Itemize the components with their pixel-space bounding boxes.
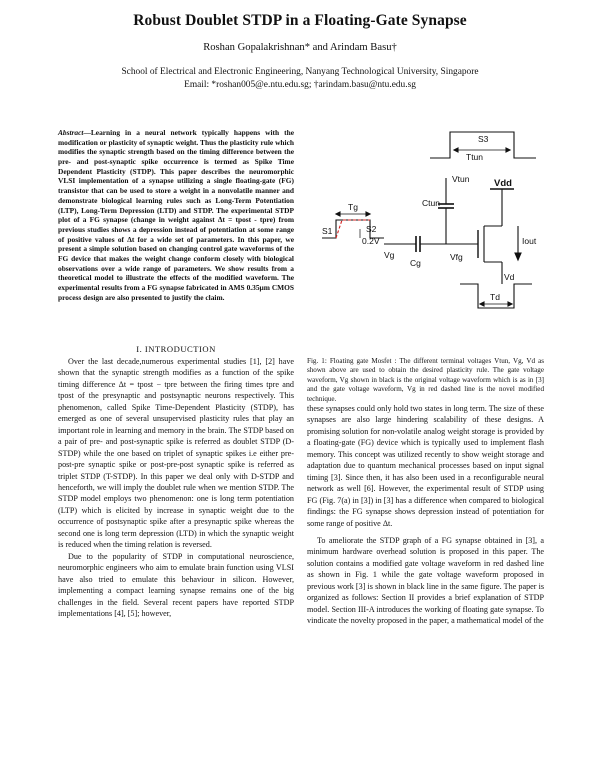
intro-paragraph-2: Due to the popularity of STDP in computational neuroscience, neuromorphic engineers who aim to emulate brain function using VLSI have also tried to emulate this behaviour in silicon. However, implementing a compact learning synapse remains one of the big challenges in the field. Several recent papers have reported STDP implementations [4], [5]; however, [58,551,294,618]
label-ctun: Ctun [422,198,440,208]
intro-paragraph-1: Over the last decade,numerous experimental studies [1], [2] have shown that the synaptic strength modifies as a function of the spike timing difference Δt = tpost − tpre between the firing times tpre and tpost of the presynaptic and postsynaptic neurons respectively. This phenomenon, called Spike Time-Dependent Plasticity (STDP), has emerged as one of several unsupervised plasticity rules that play an important role in learning and memory in the brain. The STDP based on a pair of pre- and post-synaptic spike is referred as doublet STDP (D-STDP) while the one based on triplet of synaptic spikes i.e either pre-post-pre synaptic spike or post-pre-post synaptic spike is referred as triplet STDP (T-STDP). In this paper we deal only with D-STDP and henceforth, we will imply the doublet rule when we mention STDP. The STDP model employs two phenomenon: one is long term potentiation (LTP) which is elicited by increase in synaptic weight due to the occurrence of postsynaptic spike after a presynaptic spike whereas the second one is long term depression (LTD) in which the synaptic weight is reduced when the timing relation is reversed. [58,357,294,550]
label-s2: S2 [366,224,377,234]
paper-affiliation: School of Electrical and Electronic Engineering, Nanyang Technological University, Singapore [121,67,479,77]
right-paragraph-1: these synapses could only hold two states in long term. The size of these synapses are also large hindering scalability of these designs. A promising solution for non-volatile analog weight storage is provided by a floating-gate (FG) device which is typically used to implement flash memory. This concept was utilized recently to show weight storage and adaptation due to quantum mechanical processes based on input signal timing [3]. Since then, it has also been used in a reconfigurable neural network as well [6]. However, the experimental result of STDP using FG (Fig. 7(a) in [3]) in [3] has a difference when compared to biological findings: the FG synapse shows depression instead of potentiation for some range of positive Δt. [307,404,544,528]
introduction-body [58,356,294,619]
abstract-lead: Abstract— [58,128,91,137]
figure-1-circuit [318,126,548,346]
label-vd: Vd [504,272,515,282]
label-iout: Iout [522,236,537,246]
paper-title: Robust Doublet STDP in a Floating-Gate Synapse [133,12,467,29]
figure-1-caption: Fig. 1: Floating gate Mosfet : The different terminal voltages Vtun, Vg, Vd as shown above are used to obtain the desired plasticity rule. The gate voltage waveform, Vg shown in black is the original voltage waveform which is as in [3] and the gate voltage waveform, Vg in red dashed line is the novel modified technique. [307,357,544,403]
label-vfg: Vfg [450,252,463,262]
label-vg: Vg [384,250,395,260]
label-vdd: Vdd [494,178,512,189]
right-paragraph-2: To ameliorate the STDP graph of a FG synapse obtained in [3], a minimum hardware overhead solution is proposed in this paper. The solution contains a modified gate voltage waveform in red dashed line as shown in Fig. 1 while the gate voltage waveform proposed in previous work [3] is shown in black line in the same figure. The paper is organized as follows: Section II provides a brief explanation of STDP model. Section III-A introduces the working of floating gate synapse. To vindicate the novelty proposed in the paper, a mathematical model of the [307,535,544,626]
label-tg: Tg [348,202,358,212]
paper-email: Email: *roshan005@e.ntu.edu.sg; †arindam.basu@ntu.edu.sg [184,80,416,90]
label-s3: S3 [478,134,489,144]
paper-authors: Roshan Gopalakrishnan* and Arindam Basu† [203,42,397,53]
label-0-2v: 0.2V [362,236,380,246]
label-vtun: Vtun [452,174,470,184]
abstract-text: Learning in a neural network typically happens with the modification or plasticity of synaptic weight. Thus the plasticity rule which modifies the synaptic strength based on the timing difference between the pre- and post-synaptic spike occurrence is termed as Spike Time Dependent Plasticity (STDP). This paper describes the neuromorphic VLSI implementation of a synapse utilizing a single floating-gate (FG) transistor that can be used to store a weight in a nonvolatile manner and demonstrate biological learning rules such as Long-Term Potentiation (LTP), Long-Term Depression (LTD) and STDP. The experimental STDP plot of a FG synapse (change in weight against Δt = tpost - tpre) from previous studies shows a depression instead of potentiation at some range of positive values of Δt for a wide set of parameters. In this paper, we present a simple solution based on changing control gate waveforms of the FG device that makes the weight change conform closely with biological observations over a wide range of parameters. We show results from a theoretical model to illustrate the effects of the modified waveform. The experimental results from a FG synapse fabricated in AMS 0.35μm CMOS process design are also presented to justify the claim. [58,128,294,302]
right-column-body [307,403,544,627]
label-cg: Cg [410,258,421,268]
section-heading-introduction: I. INTRODUCTION [136,344,216,354]
label-td: Td [490,292,500,302]
label-ttun: Ttun [466,152,484,162]
abstract [58,128,294,302]
label-s1: S1 [322,226,333,236]
